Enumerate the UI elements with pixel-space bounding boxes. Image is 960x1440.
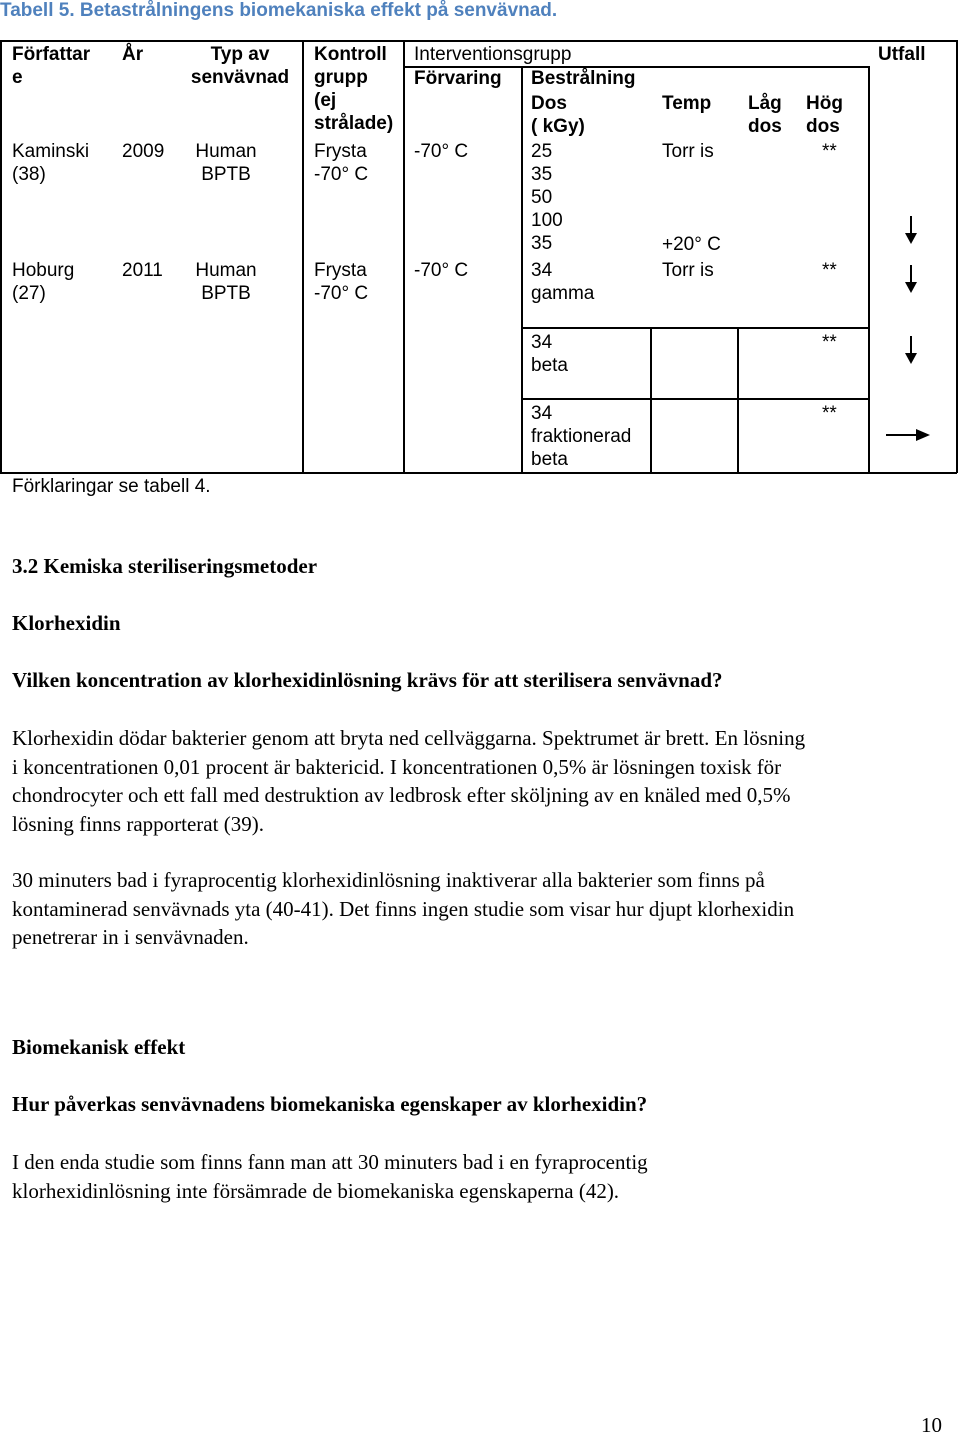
dose-cell: 34 gamma: [531, 260, 595, 304]
header-author: Författar e: [12, 44, 91, 88]
table-caption: Tabell 5. Betastrålningens biomekaniska effekt på senvävnad.: [0, 0, 558, 21]
temp-cell: Torr is: [662, 141, 714, 162]
year-cell: 2011: [122, 260, 163, 281]
header-irradiation: Bestrålning: [531, 68, 636, 89]
control-cell: Frysta -70° C: [314, 141, 369, 185]
arrow-right-icon: [886, 426, 932, 444]
header-temp: Temp: [662, 93, 712, 114]
high-dose-cell: **: [822, 260, 837, 281]
arrow-down-icon: [902, 265, 920, 295]
question: Vilken koncentration av klorhexidinlösning krävs för att sterilisera senvävnad?: [12, 668, 723, 692]
header-low-dose: Låg dos: [748, 93, 782, 137]
paragraph: I den enda studie som finns fann man att 30 minuters bad i en fyraprocentig klorhexidinlösning inte försämrade de biomekaniska egenskaperna (42).: [12, 1150, 648, 1203]
subheading: Klorhexidin: [12, 611, 121, 635]
temp-cell: Torr is: [662, 260, 714, 281]
question: Hur påverkas senvävnadens biomekaniska egenskaper av klorhexidin?: [12, 1092, 648, 1116]
author-cell: Hoburg (27): [12, 260, 75, 304]
high-dose-cell: **: [822, 403, 837, 424]
section-heading: Biomekanisk effekt: [12, 1035, 186, 1059]
section-heading: 3.2 Kemiska steriliseringsmetoder: [12, 554, 318, 578]
header-outcome: Utfall: [878, 44, 926, 65]
dose-cell: 34 fraktionerad beta: [531, 403, 632, 470]
header-control-group: Kontroll grupp (ej strålade): [314, 44, 394, 134]
storage-cell: -70° C: [414, 141, 469, 162]
storage-cell: -70° C: [414, 260, 469, 281]
temp-cell: +20° C: [662, 234, 721, 255]
header-intervention-group: Interventionsgrupp: [414, 44, 572, 65]
control-cell: Frysta -70° C: [314, 260, 369, 304]
high-dose-cell: **: [822, 332, 837, 353]
author-cell: Kaminski (38): [12, 141, 90, 185]
header-tissue-type: Typ av senvävnad: [190, 44, 290, 88]
dose-cell: 25 35 50 100 35: [531, 141, 563, 254]
paragraph: 30 minuters bad i fyraprocentig klorhexidinlösning inaktiverar alla bakterier som finns på kontaminerad senvävnads yta (40-41). Det finns ingen studie som visar hur djupt klorhexidin penetrerar in i senvävnaden.: [12, 868, 795, 949]
dose-cell: 34 beta: [531, 332, 568, 376]
header-dose: Dos ( kGy): [531, 93, 585, 137]
header-storage: Förvaring: [414, 68, 502, 89]
header-year: År: [122, 44, 144, 65]
year-cell: 2009: [122, 141, 165, 162]
paragraph: Klorhexidin dödar bakterier genom att bryta ned cellväggarna. Spektrumet är brett. En lösning i koncentrationen 0,01 procent är baktericid. I koncentrationen 0,5% är lösningen toxisk för chondrocyter och ett fall med destruktion av ledbrosk efter sköljning av en knäled med 0,5% lösning finns rapporterat (39).: [12, 726, 806, 836]
tissue-cell: Human BPTB: [195, 141, 257, 185]
table-footnote: Förklaringar se tabell 4.: [12, 476, 211, 497]
arrow-down-icon: [902, 216, 920, 246]
page-number: 10: [921, 1413, 942, 1437]
tissue-cell: Human BPTB: [195, 260, 257, 304]
arrow-down-icon: [902, 336, 920, 366]
header-high-dose: Hög dos: [806, 93, 843, 137]
high-dose-cell: **: [822, 141, 837, 162]
